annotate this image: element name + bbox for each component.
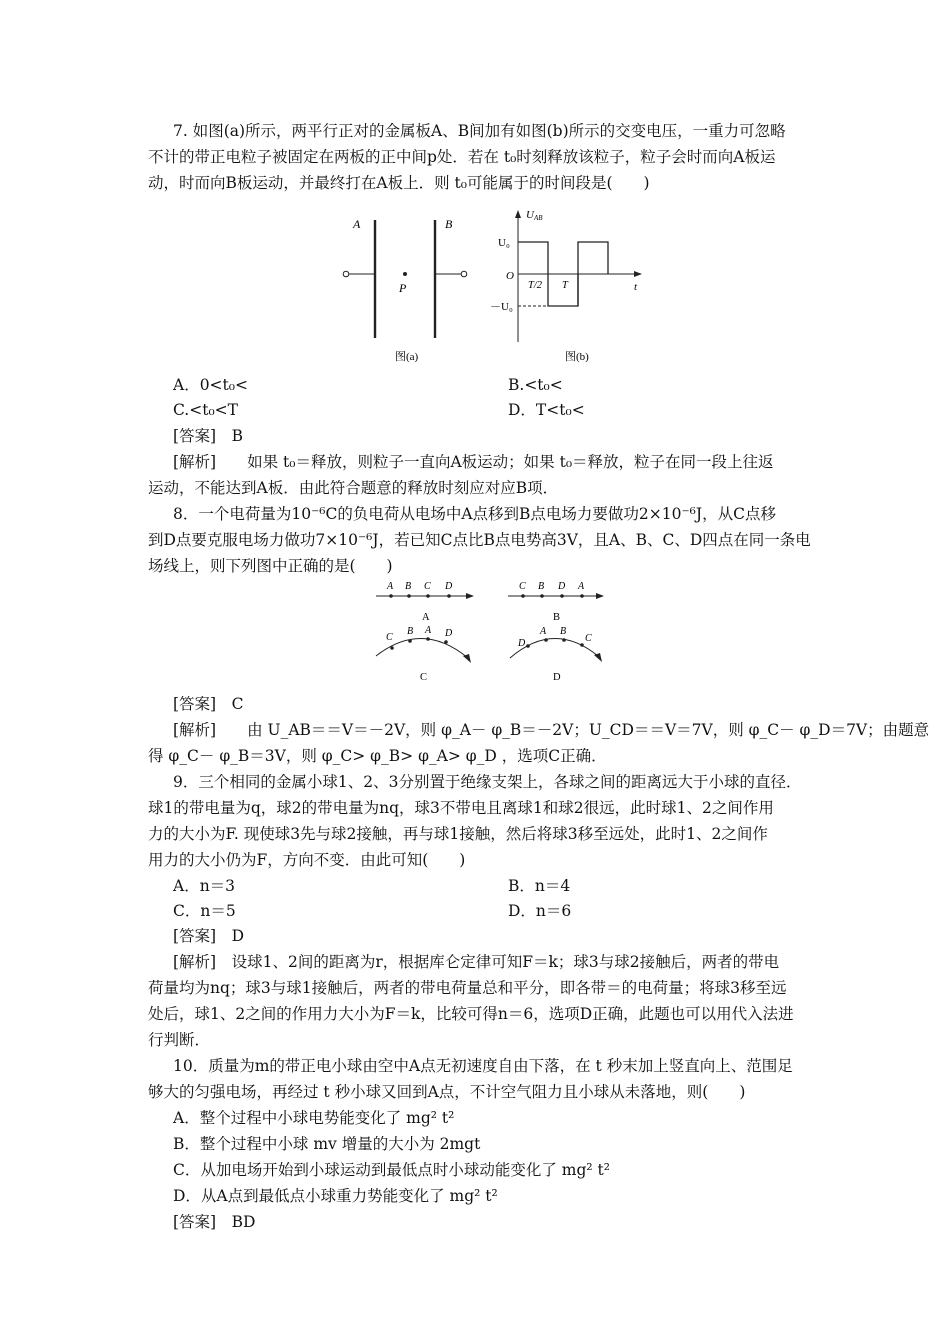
- particle-point: [403, 272, 407, 276]
- diagram-a-point-label: B: [405, 581, 412, 592]
- diagram-c-point-label: B: [407, 626, 414, 637]
- diagram-c-point: [390, 646, 394, 650]
- q7-line-3: 动，时而向B板运动，并最终打在A板上．则 t₀可能属于的时间段是( ): [148, 174, 650, 192]
- q8-line-1: 8．一个电荷量为10⁻⁶C的负电荷从电场中A点移到B点电场力要做功2×10⁻⁶J，从C点移: [173, 505, 776, 523]
- diagram-d-point: [544, 638, 548, 642]
- half-period-label: T/2: [528, 280, 543, 291]
- diagram-b-point: [521, 594, 525, 598]
- q7-analysis-1: [解析] 如果 t₀＝释放，则粒子一直向A板运动；如果 t₀＝释放，粒子在同一段上往返: [173, 453, 774, 471]
- t-axis-label: t: [634, 281, 638, 293]
- q10-option-d: D．从A点到最低点小球重力势能变化了 mg² t²: [173, 1187, 498, 1205]
- q8-line-2: 到D点要克服电场力做功7×10⁻⁶J，若已知C点比B点电势高3V，且A、B、C、D四点在同一条电: [148, 531, 811, 549]
- diagram-b-point-label: B: [538, 581, 545, 592]
- q8-analysis-1: [解析] 由 U_AB＝＝V＝－2V，则 φ_A－ φ_B＝－2V；U_CD＝＝V＝7V，则 φ_C－ φ_D＝7V；由题意: [173, 721, 930, 739]
- q10-line-2: 够大的匀强电场，再经过 t 秒小球又回到A点，不计空气阻力且小球从未落地，则( ): [148, 1083, 746, 1101]
- q8-answer: [答案] C: [173, 695, 244, 713]
- diagram-a-label: A: [422, 612, 430, 623]
- diagram-a-point: [407, 594, 411, 598]
- terminal-a: [343, 271, 349, 277]
- diagram-d-point: [580, 643, 584, 647]
- figure-b: [488, 206, 648, 368]
- q9-option-d: D．n＝6: [508, 902, 572, 920]
- u0-label: U₀: [498, 237, 510, 249]
- q7-option-c: C.<t₀<T: [173, 401, 238, 419]
- u-axis-arrow: [515, 210, 521, 218]
- diagram-a-point: [389, 594, 393, 598]
- point-p-label: P: [399, 281, 407, 295]
- diagram-a-point-label: D: [445, 581, 453, 592]
- q7-line-2: 不计的带正电粒子被固定在两板的正中间p处．若在 t₀时刻释放该粒子，粒子会时而向A板运: [148, 148, 776, 166]
- diagram-b-point-label: A: [578, 581, 585, 592]
- diagram-c-point-label: D: [445, 628, 453, 639]
- q9-analysis-3: 处后，球1、2之间的作用力大小为F＝k，比较可得n＝6，选项D正确，此题也可以用代入法进: [148, 1005, 794, 1023]
- q7-analysis-2: 运动，不能达到A板．由此符合题意的释放时刻应对应B项．: [148, 479, 559, 497]
- diagram-b-arrow: [596, 593, 604, 599]
- terminal-b: [461, 271, 467, 277]
- diagram-c-point-label: C: [386, 632, 393, 643]
- diagram-b-point: [580, 594, 584, 598]
- q8-diagrams: [370, 578, 610, 688]
- diagram-a-point-label: C: [424, 581, 431, 592]
- figure-a: [335, 212, 475, 368]
- t-axis-arrow: [634, 271, 642, 277]
- q10-option-b: B．整个过程中小球 mv 增量的大小为 2mgt: [173, 1135, 481, 1153]
- figure-b-caption: 图(b): [565, 351, 589, 363]
- diagram-a-point: [426, 594, 430, 598]
- diagram-a-point: [447, 594, 451, 598]
- figure-a-caption: 图(a): [395, 351, 419, 363]
- q9-analysis-1: [解析] 设球1、2间的距离为r，根据库仑定律可知F＝k；球3与球2接触后，两者的带电: [173, 953, 780, 971]
- waveform-second-pulse: [578, 242, 608, 274]
- diagram-d-point-label: D: [518, 638, 526, 649]
- q9-option-b: B．n＝4: [508, 877, 571, 895]
- q9-option-a: A．n＝3: [173, 877, 236, 895]
- u-axis-label: UAB: [526, 209, 543, 222]
- q9-analysis-2: 荷量均为nq；球3与球1接触后，两者的带电荷量总和平分，即各带＝的电荷量；将球3移至远: [148, 979, 787, 997]
- diagram-c-label: C: [420, 672, 428, 683]
- diagram-a-arrow: [466, 593, 474, 599]
- q10-option-a: A．整个过程中小球电势能变化了 mg² t²: [173, 1109, 455, 1127]
- neg-u0-label: －U₀: [490, 301, 513, 313]
- plate-b-label: B: [445, 217, 453, 231]
- q10-option-c: C．从加电场开始到小球运动到最低点时小球动能变化了 mg² t²: [173, 1161, 610, 1179]
- q9-line-3: 力的大小为F. 现使球3先与球2接触，再与球1接触，然后将球3移至远处，此时1、2之间作: [148, 825, 768, 843]
- plate-a-label: A: [353, 217, 361, 231]
- diagram-b-point-label: D: [558, 581, 566, 592]
- q7-option-a: A．0<t₀<: [173, 376, 248, 394]
- diagram-b-point-label: C: [519, 581, 526, 592]
- diagram-d-point-label: A: [540, 626, 547, 637]
- diagram-d-point-label: B: [560, 626, 567, 637]
- diagram-d-point: [562, 638, 566, 642]
- q10-answer: [答案] BD: [173, 1213, 256, 1231]
- q8-line-3: 场线上，则下列图中正确的是( ): [148, 557, 393, 575]
- q9-line-1: 9．三个相同的金属小球1、2、3分别置于绝缘支架上，各球之间的距离远大于小球的直径．: [173, 773, 802, 791]
- q7-option-b: B.<t₀<: [508, 376, 563, 394]
- q9-line-4: 用力的大小仍为F，方向不变．由此可知( ): [148, 851, 466, 869]
- diagram-d-point: [526, 644, 530, 648]
- q10-line-1: 10．质量为m的带正电小球由空中A点无初速度自由下落，在 t 秒末加上竖直向上、范围足: [173, 1057, 793, 1075]
- period-label: T: [562, 280, 568, 291]
- origin-label: O: [506, 270, 514, 282]
- diagram-c-point: [408, 639, 412, 643]
- diagram-d-point-label: C: [585, 633, 592, 644]
- q9-option-c: C．n＝5: [173, 902, 236, 920]
- q7-line-1: 7. 如图(a)所示，两平行正对的金属板A、B间加有如图(b)所示的交变电压，一重力可忽略: [173, 122, 786, 140]
- diagram-d-label: D: [553, 672, 561, 683]
- q7-answer: [答案] B: [173, 427, 243, 445]
- diagram-b-point: [560, 594, 564, 598]
- diagram-c-point-label: A: [425, 625, 432, 636]
- q9-line-2: 球1的带电量为q，球2的带电量为nq，球3不带电且离球1和球2很远，此时球1、2之间作用: [148, 799, 774, 817]
- diagram-c-point: [444, 640, 448, 644]
- diagram-c-point: [426, 637, 430, 641]
- q7-option-d: D．T<t₀<: [508, 401, 585, 419]
- q9-analysis-4: 行判断．: [148, 1031, 211, 1049]
- diagram-b-label: B: [553, 612, 561, 623]
- diagram-a-point-label: A: [387, 581, 394, 592]
- q8-analysis-2: 得 φ_C－ φ_B＝3V，则 φ_C> φ_B> φ_A> φ_D ，选项C正确．: [148, 747, 607, 765]
- q9-answer: [答案] D: [173, 927, 245, 945]
- diagram-b-point: [540, 594, 544, 598]
